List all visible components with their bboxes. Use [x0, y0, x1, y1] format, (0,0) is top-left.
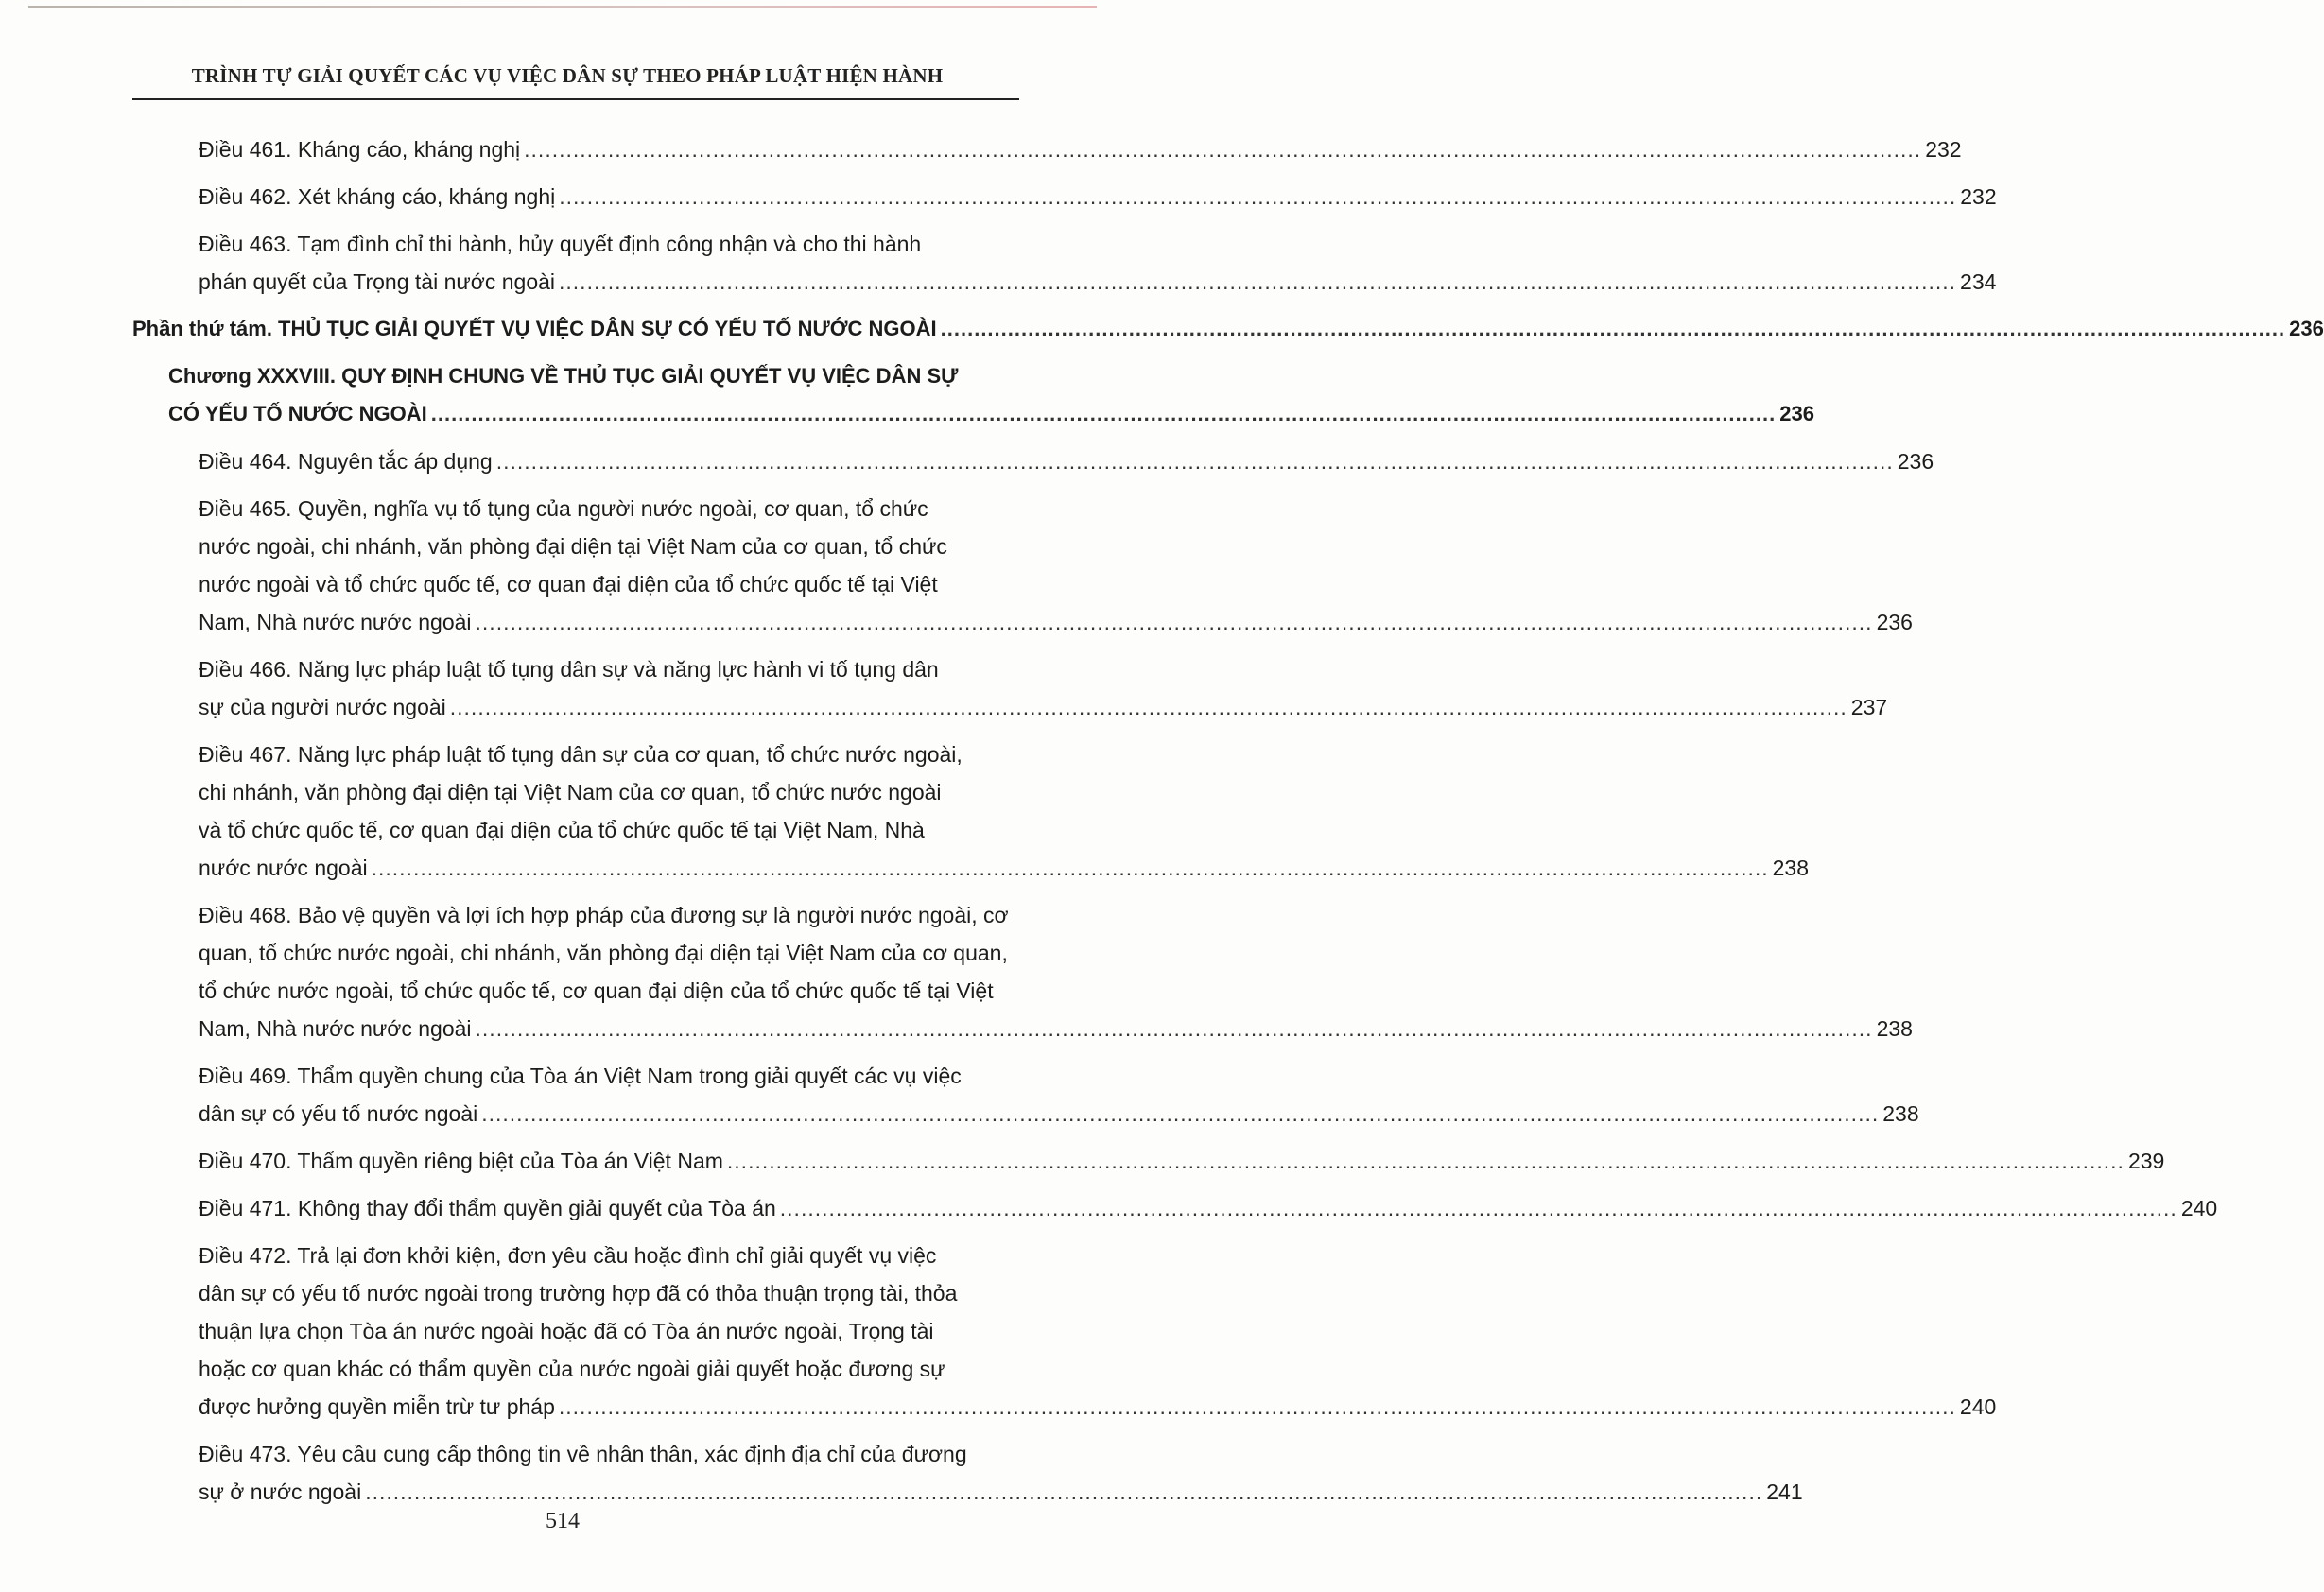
toc-page-ref: 234	[1960, 269, 1997, 294]
toc-entry-line: nước ngoài và tổ chức quốc tế, cơ quan đại diện của tổ chức quốc tế tại Việt	[199, 572, 938, 597]
toc-entry-article	[132, 490, 1913, 641]
toc-entry-line: Điều 465. Quyền, nghĩa vụ tố tụng của người nước ngoài, cơ quan, tổ chức	[199, 496, 928, 521]
toc-page-ref: 236	[1876, 610, 1913, 634]
toc-entry-article	[132, 442, 1934, 480]
toc-entry-part	[132, 310, 2324, 348]
toc-entry-line: Điều 467. Năng lực pháp luật tố tụng dân sự của cơ quan, tổ chức nước ngoài,	[199, 742, 963, 767]
toc-entry-title: sự ở nước ngoài	[199, 1480, 362, 1504]
dot-leader: ........................................................................................................................................................................................................	[558, 1394, 1956, 1419]
toc-entry-article	[132, 130, 1962, 168]
toc-entry-line: Điều 469. Thẩm quyền chung của Tòa án Việt Nam trong giải quyết các vụ việc	[199, 1064, 962, 1088]
dot-leader: ........................................................................................................................................................................................................	[481, 1101, 1880, 1126]
dot-leader: ........................................................................................................................................................................................................	[365, 1480, 1763, 1504]
toc-page-ref: 240	[2180, 1196, 2218, 1220]
toc-entry-title: Nam, Nhà nước nước ngoài	[199, 610, 472, 634]
toc-entry-line: Điều 473. Yêu cầu cung cấp thông tin về nhân thân, xác định địa chỉ của đương	[199, 1442, 967, 1466]
toc-entry-line: Điều 468. Bảo vệ quyền và lợi ích hợp pháp của đương sự là người nước ngoài, cơ	[199, 903, 1009, 927]
toc-page-ref: 236	[1779, 402, 1814, 425]
toc-entry-line: hoặc cơ quan khác có thẩm quyền của nước ngoài giải quyết hoặc đương sự	[199, 1357, 945, 1381]
header-rule	[132, 98, 1019, 100]
toc-page-ref: 238	[1772, 856, 1810, 880]
table-of-contents	[132, 130, 2324, 1520]
toc-entry-title: sự của người nước ngoài	[199, 695, 446, 719]
toc-entry-line: thuận lựa chọn Tòa án nước ngoài hoặc đã có Tòa án nước ngoài, Trọng tài	[199, 1319, 934, 1343]
toc-entry-title: Điều 461. Kháng cáo, kháng nghị	[199, 137, 521, 162]
toc-page-ref: 237	[1850, 695, 1888, 719]
toc-page-ref: 236	[2289, 317, 2324, 340]
dot-leader: ........................................................................................................................................................................................................	[371, 856, 1769, 880]
toc-entry-article	[132, 896, 1913, 1047]
dot-leader: ........................................................................................................................................................................................................	[559, 269, 1957, 294]
toc-entry-article	[132, 225, 1997, 301]
dot-leader: ........................................................................................................................................................................................................	[940, 317, 2286, 340]
page-number: 514	[546, 1509, 580, 1533]
dot-leader: ........................................................................................................................................................................................................	[495, 449, 1894, 474]
toc-page-ref: 232	[1925, 137, 1962, 162]
running-header: TRÌNH TỰ GIẢI QUYẾT CÁC VỤ VIỆC DÂN SỰ THEO PHÁP LUẬT HIỆN HÀNH	[191, 64, 944, 87]
toc-entry-title: Phần thứ tám. THỦ TỤC GIẢI QUYẾT VỤ VIỆC DÂN SỰ CÓ YẾU TỐ NƯỚC NGOÀI	[132, 317, 937, 340]
toc-entry-title: Điều 470. Thẩm quyền riêng biệt của Tòa án Việt Nam	[199, 1149, 723, 1173]
dot-leader: ........................................................................................................................................................................................................	[779, 1196, 2177, 1220]
toc-entry-line: chi nhánh, văn phòng đại diện tại Việt Nam của cơ quan, tổ chức nước ngoài	[199, 780, 942, 805]
toc-entry-article	[132, 1435, 1803, 1511]
dot-leader: ........................................................................................................................................................................................................	[430, 402, 1777, 425]
dot-leader: ........................................................................................................................................................................................................	[559, 184, 1957, 209]
toc-entry-line: tổ chức nước ngoài, tổ chức quốc tế, cơ quan đại diện của tổ chức quốc tế tại Việt	[199, 978, 994, 1003]
toc-page-ref: 236	[1897, 449, 1934, 474]
toc-page-ref: 239	[2127, 1149, 2165, 1173]
toc-page-ref: 232	[1960, 184, 1997, 209]
toc-entry-article	[132, 1189, 2218, 1227]
toc-page-ref: 238	[1882, 1101, 1919, 1126]
dot-leader: ........................................................................................................................................................................................................	[449, 695, 1847, 719]
toc-entry-article	[132, 650, 1888, 726]
toc-entry-title: Điều 462. Xét kháng cáo, kháng nghị	[199, 184, 556, 209]
toc-entry-title: CÓ YẾU TỐ NƯỚC NGOÀI	[168, 402, 427, 425]
dot-leader: ........................................................................................................................................................................................................	[475, 1016, 1873, 1041]
toc-entry-title: được hưởng quyền miễn trừ tư pháp	[199, 1394, 555, 1419]
toc-entry-title: phán quyết của Trọng tài nước ngoài	[199, 269, 556, 294]
toc-entry-title: Nam, Nhà nước nước ngoài	[199, 1016, 472, 1041]
toc-page-ref: 241	[1766, 1480, 1803, 1504]
toc-entry-line: quan, tổ chức nước ngoài, chi nhánh, văn phòng đại diện tại Việt Nam của cơ quan,	[199, 941, 1008, 965]
toc-page-ref: 238	[1876, 1016, 1913, 1041]
toc-entry-article	[132, 1057, 1919, 1133]
toc-entry-article	[132, 735, 1810, 887]
toc-entry-chapter	[132, 357, 1814, 433]
toc-page-ref: 240	[1959, 1394, 1997, 1419]
toc-entry-line: Điều 463. Tạm đình chỉ thi hành, hủy quyết định công nhận và cho thi hành	[199, 232, 922, 256]
toc-entry-article	[132, 1142, 2165, 1180]
toc-entry-title: Điều 471. Không thay đổi thẩm quyền giải quyết của Tòa án	[199, 1196, 776, 1220]
toc-entry-article	[132, 1237, 1997, 1426]
dot-leader: ........................................................................................................................................................................................................	[475, 610, 1873, 634]
toc-entry-article	[132, 178, 1997, 216]
toc-entry-line: Chương XXXVIII. QUY ĐỊNH CHUNG VỀ THỦ TỤC GIẢI QUYẾT VỤ VIỆC DÂN SỰ	[168, 364, 959, 388]
dot-leader: ........................................................................................................................................................................................................	[726, 1149, 2125, 1173]
toc-entry-title: Điều 464. Nguyên tắc áp dụng	[199, 449, 493, 474]
dot-leader: ........................................................................................................................................................................................................	[524, 137, 1922, 162]
toc-entry-line: và tổ chức quốc tế, cơ quan đại diện của tổ chức quốc tế tại Việt Nam, Nhà	[199, 818, 925, 842]
toc-entry-line: Điều 472. Trả lại đơn khởi kiện, đơn yêu cầu hoặc đình chỉ giải quyết vụ việc	[199, 1243, 937, 1268]
toc-entry-title: nước nước ngoài	[199, 856, 368, 880]
top-edge-line	[28, 6, 1097, 8]
toc-entry-line: Điều 466. Năng lực pháp luật tố tụng dân sự và năng lực hành vi tố tụng dân	[199, 657, 939, 682]
toc-entry-title: dân sự có yếu tố nước ngoài	[199, 1101, 478, 1126]
toc-entry-line: nước ngoài, chi nhánh, văn phòng đại diện tại Việt Nam của cơ quan, tổ chức	[199, 534, 947, 559]
toc-entry-line: dân sự có yếu tố nước ngoài trong trường hợp đã có thỏa thuận trọng tài, thỏa	[199, 1281, 958, 1306]
